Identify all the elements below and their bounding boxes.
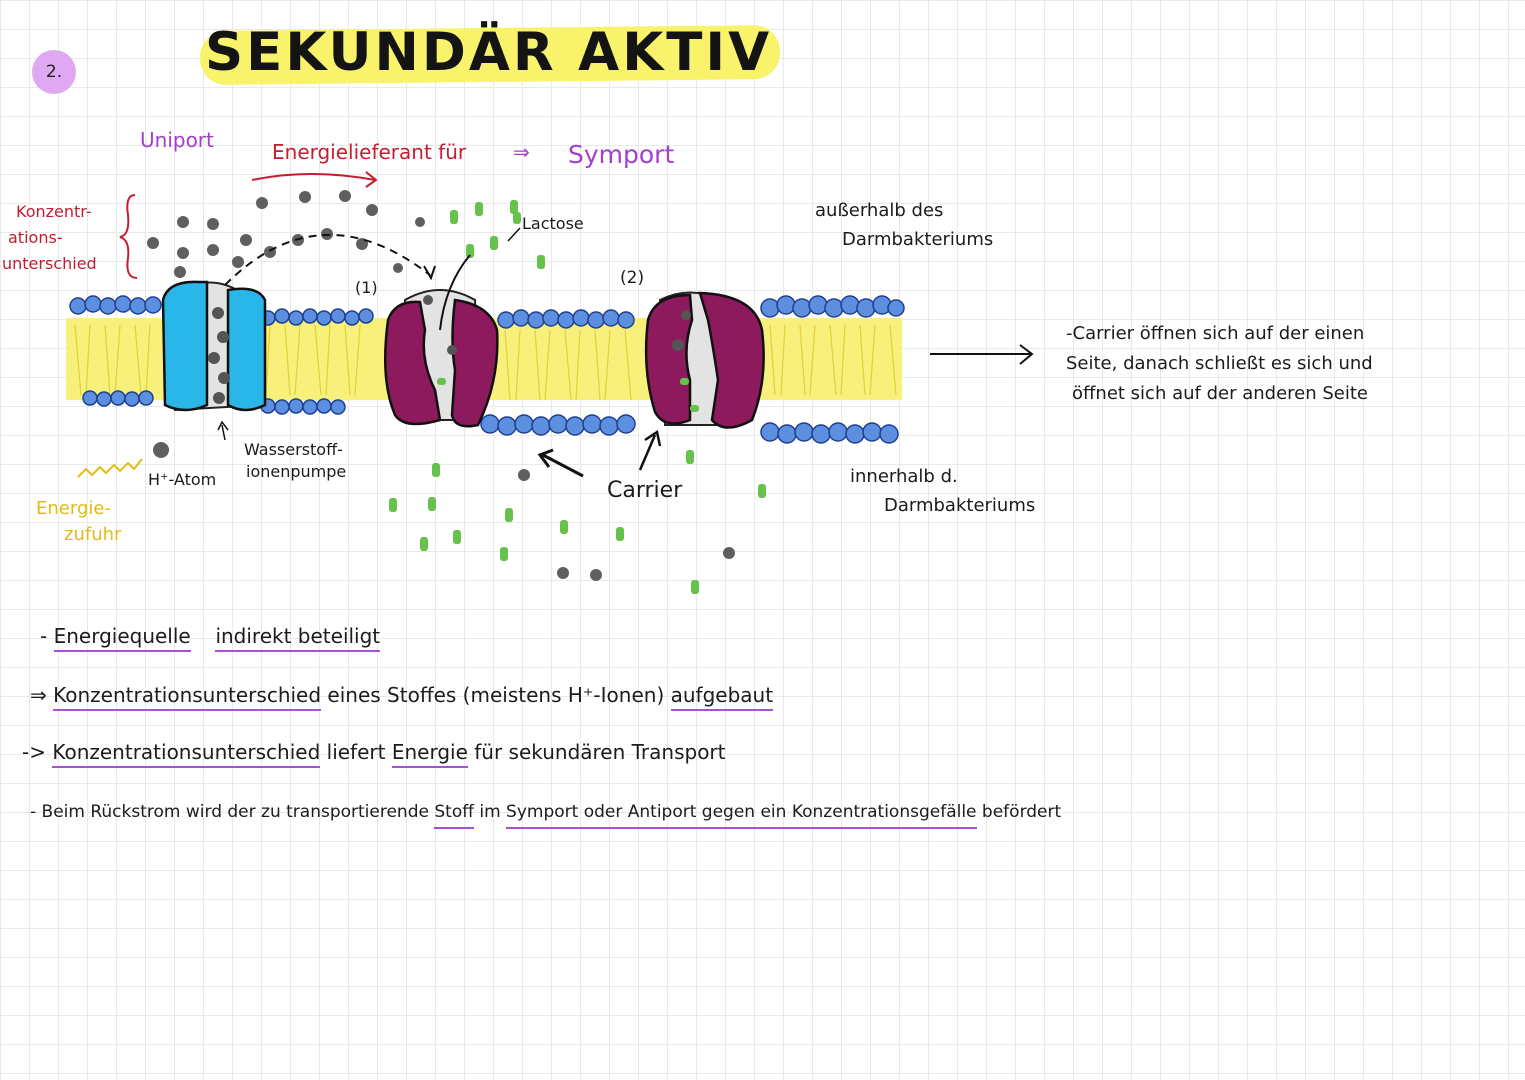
label-konzentrations-3: unterschied	[2, 254, 97, 273]
note-4-prefix: -	[30, 802, 37, 822]
note-3	[22, 740, 726, 764]
note-2	[30, 683, 773, 707]
note-2-prefix: ⇒	[30, 683, 47, 707]
proton-pump	[163, 282, 265, 410]
note-2-aufgebaut: aufgebaut	[671, 683, 773, 711]
label-energielieferant: Energielieferant für	[272, 140, 467, 164]
label-energie-2: zufuhr	[64, 524, 122, 545]
note-4	[30, 802, 1061, 822]
note-3-liefert: liefert	[320, 740, 392, 764]
side-note-line-1: -Carrier öffnen sich auf der einen	[1066, 323, 1365, 344]
note-2-middle: eines Stoffes (meistens H⁺-Ionen)	[321, 683, 671, 707]
label-carrier: Carrier	[607, 478, 683, 503]
note-1-prefix: -	[40, 624, 48, 648]
note-4-im: im	[473, 802, 507, 822]
energy-squiggle	[78, 459, 142, 477]
label-outside-2: Darmbakteriums	[842, 229, 994, 250]
note-3-prefix: ->	[22, 740, 46, 764]
carrier-2	[646, 293, 764, 428]
label-carrier-2: (2)	[620, 268, 645, 288]
label-pump-2: ionenpumpe	[246, 462, 347, 481]
side-note-line-3: öffnet sich auf der anderen Seite	[1072, 383, 1368, 404]
note-1	[40, 624, 380, 648]
note-4-start: Beim Rückstrom wird der zu transportierende	[41, 802, 435, 822]
label-outside-1: außerhalb des	[815, 200, 944, 221]
label-pump-1: Wasserstoff-	[244, 440, 343, 459]
note-4-end: befördert	[976, 802, 1062, 822]
note-3-konzentrationsunterschied: Konzentrationsunterschied	[52, 740, 320, 768]
label-arrow-symbol: ⇒	[513, 140, 530, 164]
note-1-energiequelle: Energiequelle	[54, 624, 191, 652]
note-3-rest: für sekundären Transport	[467, 740, 726, 764]
label-konzentrations-1: Konzentr-	[16, 202, 92, 221]
energy-red-arrow	[252, 174, 375, 180]
note-1-indirekt: indirekt beteiligt	[215, 624, 380, 652]
note-4-symport-antiport: Symport oder Antiport gegen ein Konzentrationsgefälle	[506, 802, 976, 829]
label-uniport: Uniport	[140, 128, 214, 152]
section-number: 2.	[45, 62, 63, 82]
label-lactose: Lactose	[522, 214, 584, 233]
uniport-dashed-arrow	[225, 235, 430, 285]
page-title: SEKUNDÄR AKTIV	[205, 22, 773, 83]
note-4-stoff: Stoff	[434, 802, 474, 829]
label-symport: Symport	[568, 140, 675, 169]
brace	[120, 195, 137, 278]
side-note-line-2: Seite, danach schließt es sich und	[1066, 353, 1373, 374]
label-energie-1: Energie-	[36, 498, 111, 519]
label-inside-2: Darmbakteriums	[884, 495, 1036, 516]
carrier-1	[385, 290, 497, 426]
label-carrier-1: (1)	[355, 278, 378, 297]
note-2-konzentrationsunterschied: Konzentrationsunterschied	[53, 683, 321, 711]
label-h-atom: H⁺-Atom	[148, 470, 217, 489]
label-inside-1: innerhalb d.	[850, 466, 958, 487]
note-3-energie: Energie	[392, 740, 468, 768]
label-konzentrations-2: ations-	[8, 228, 63, 247]
